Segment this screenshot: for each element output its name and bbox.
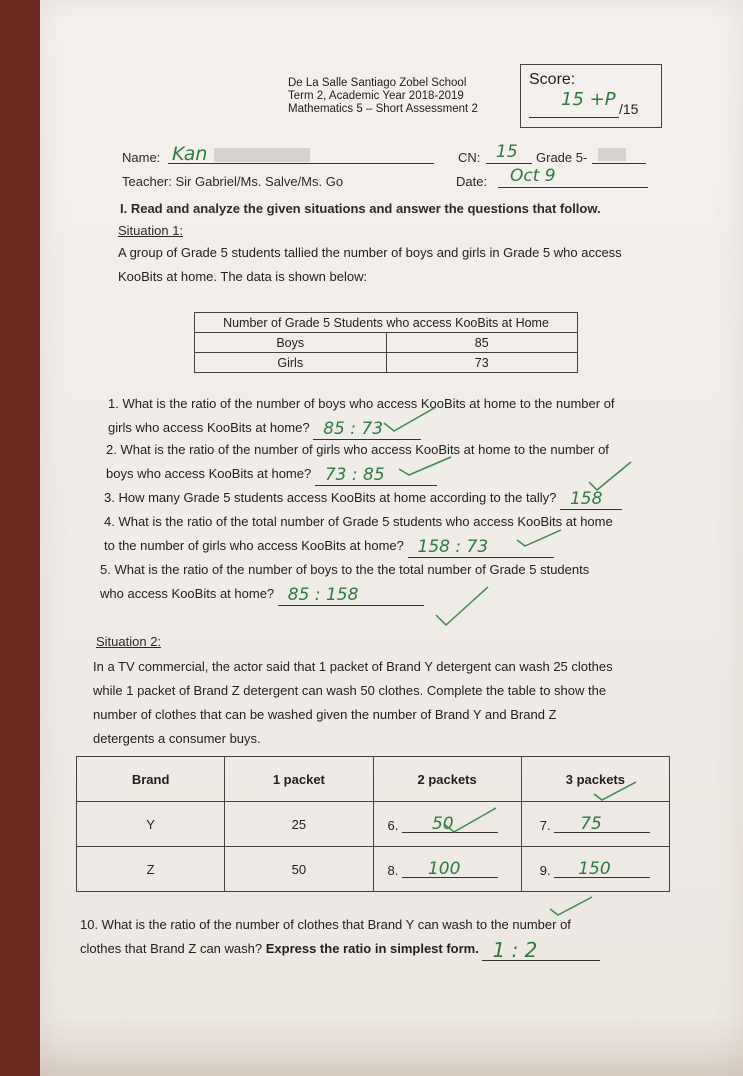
answer-2: 73 : 85 [324,465,385,485]
score-label: Score: [529,71,576,88]
item-number: 9. [539,862,551,878]
question-5-line1: 5. What is the ratio of the number of boys to the the total number of Grade 5 students [100,562,590,577]
item-number: 6. [387,817,399,833]
grade-label: Grade 5- [536,150,588,165]
date-value: Oct 9 [510,166,556,186]
check-mark-icon [440,806,500,836]
detergent-table [76,756,670,892]
situation2-text [93,655,673,751]
date-label: Date: [456,174,488,189]
grade-redaction [598,148,626,161]
situation2-line3: number of clothes that can be washed given the number of Brand Y and Brand Z [93,707,557,722]
answer-7: 75 [580,813,602,834]
one-packet-cell: 25 [225,802,373,847]
situation1-text [118,241,622,289]
situation2-line2: while 1 packet of Brand Z detergent can wash 50 clothes. Complete the table to show the [93,683,607,698]
question-1-line2: girls who access KooBits at home? [108,420,310,435]
check-mark-icon [432,585,492,630]
row-value: 85 [386,333,578,353]
question-10-line1: 10. What is the ratio of the number of clothes that Brand Y can wash to the number of [80,917,571,932]
score-box [520,64,662,128]
table-row [77,802,670,847]
situation1-line2: KooBits at home. The data is shown below: [118,269,368,284]
table-row [195,333,578,353]
situation1-line1: A group of Grade 5 students tallied the number of boys and girls in Grade 5 who access [118,245,622,260]
school-name: De La Salle Santiago Zobel School [288,77,467,89]
row-label: Boys [195,333,387,353]
answer-7-blank [554,813,650,834]
grade-line [592,163,646,164]
name-redaction [214,148,310,162]
question-3-text: 3. How many Grade 5 students access KooBits at home according to the tally? [104,490,557,505]
check-mark-icon [380,405,440,435]
two-packet-cell [373,847,521,892]
answer-6: 50 [431,813,454,834]
table-header-3packets: 3 packets [521,757,669,802]
table-header-brand: Brand [77,757,225,802]
question-2-line1: 2. What is the ratio of the number of girls who access KooBits at home to the number of [106,442,609,457]
question-2-line2: boys who access KooBits at home? [106,466,312,481]
teacher-label: Teacher: Sir Gabriel/Ms. Salve/Ms. Go [122,174,344,189]
check-mark-icon [585,460,635,495]
situation2-title: Situation 2: [96,634,162,649]
koobits-table [194,312,578,373]
check-mark-icon [395,455,455,480]
school-header [288,77,478,116]
row-value: 73 [386,353,578,373]
name-line [168,163,434,164]
question-10-line2: clothes that Brand Z can wash? [80,941,263,956]
question-4-line2: to the number of girls who access KooBits at home? [104,538,404,553]
situation2-line4: detergents a consumer buys. [93,731,261,746]
answer-10: 1 : 2 [492,938,538,962]
name-label: Name: [122,150,161,165]
answer-3: 158 [569,489,603,509]
answer-3-blank [560,489,622,510]
three-packet-cell [521,802,669,847]
brand-cell: Y [77,802,225,847]
course-title: Mathematics 5 – Short Assessment 2 [288,103,478,115]
one-packet-cell: 50 [225,847,373,892]
question-4 [104,510,704,558]
question-5-line2: who access KooBits at home? [100,586,275,601]
row-label: Girls [195,353,387,373]
table-row [77,847,670,892]
school-term: Term 2, Academic Year 2018-2019 [288,90,464,102]
question-5 [100,558,700,606]
answer-5: 85 : 158 [287,585,359,605]
item-number: 7. [539,817,551,833]
name-value: Kan [172,143,208,165]
koobits-table-header: Number of Grade 5 Students who access KooBits at Home [195,313,578,333]
brand-cell: Z [77,847,225,892]
question-10 [80,913,680,961]
cn-line [486,163,532,164]
situation1-title: Situation 1: [118,223,184,238]
answer-5-blank [278,585,424,606]
situation2-line1: In a TV commercial, the actor said that 1 packet of Brand Y detergent can wash 25 clothes [93,659,613,674]
answer-8: 100 [427,858,461,879]
question-1-line1: 1. What is the ratio of the number of boys who access KooBits at home to the number of [108,396,615,411]
score-line [529,117,619,118]
answer-9-blank [554,858,650,879]
table-row [195,353,578,373]
cn-label: CN: [458,150,481,165]
table-header-2packets: 2 packets [373,757,521,802]
score-total: /15 [619,101,639,117]
question-4-line1: 4. What is the ratio of the total number of Grade 5 students who access KooBits at home [104,514,613,529]
item-number: 8. [387,862,399,878]
answer-4: 158 : 73 [417,537,489,557]
table-header-1packet: 1 packet [225,757,373,802]
date-line [498,187,648,188]
question-10-emphasis: Express the ratio in simplest form. [265,941,479,956]
check-mark-icon [515,528,565,548]
check-mark-icon [546,895,596,920]
answer-10-blank [482,938,600,962]
answer-8-blank [402,858,498,879]
instructions: I. Read and analyze the given situations and answer the questions that follow. [120,201,601,216]
answer-1: 85 : 73 [323,419,384,439]
three-packet-cell [521,847,669,892]
check-mark-icon [590,780,640,805]
cn-value: 15 [496,142,518,162]
score-value: 15 +P [561,89,616,110]
answer-9: 150 [578,858,611,879]
